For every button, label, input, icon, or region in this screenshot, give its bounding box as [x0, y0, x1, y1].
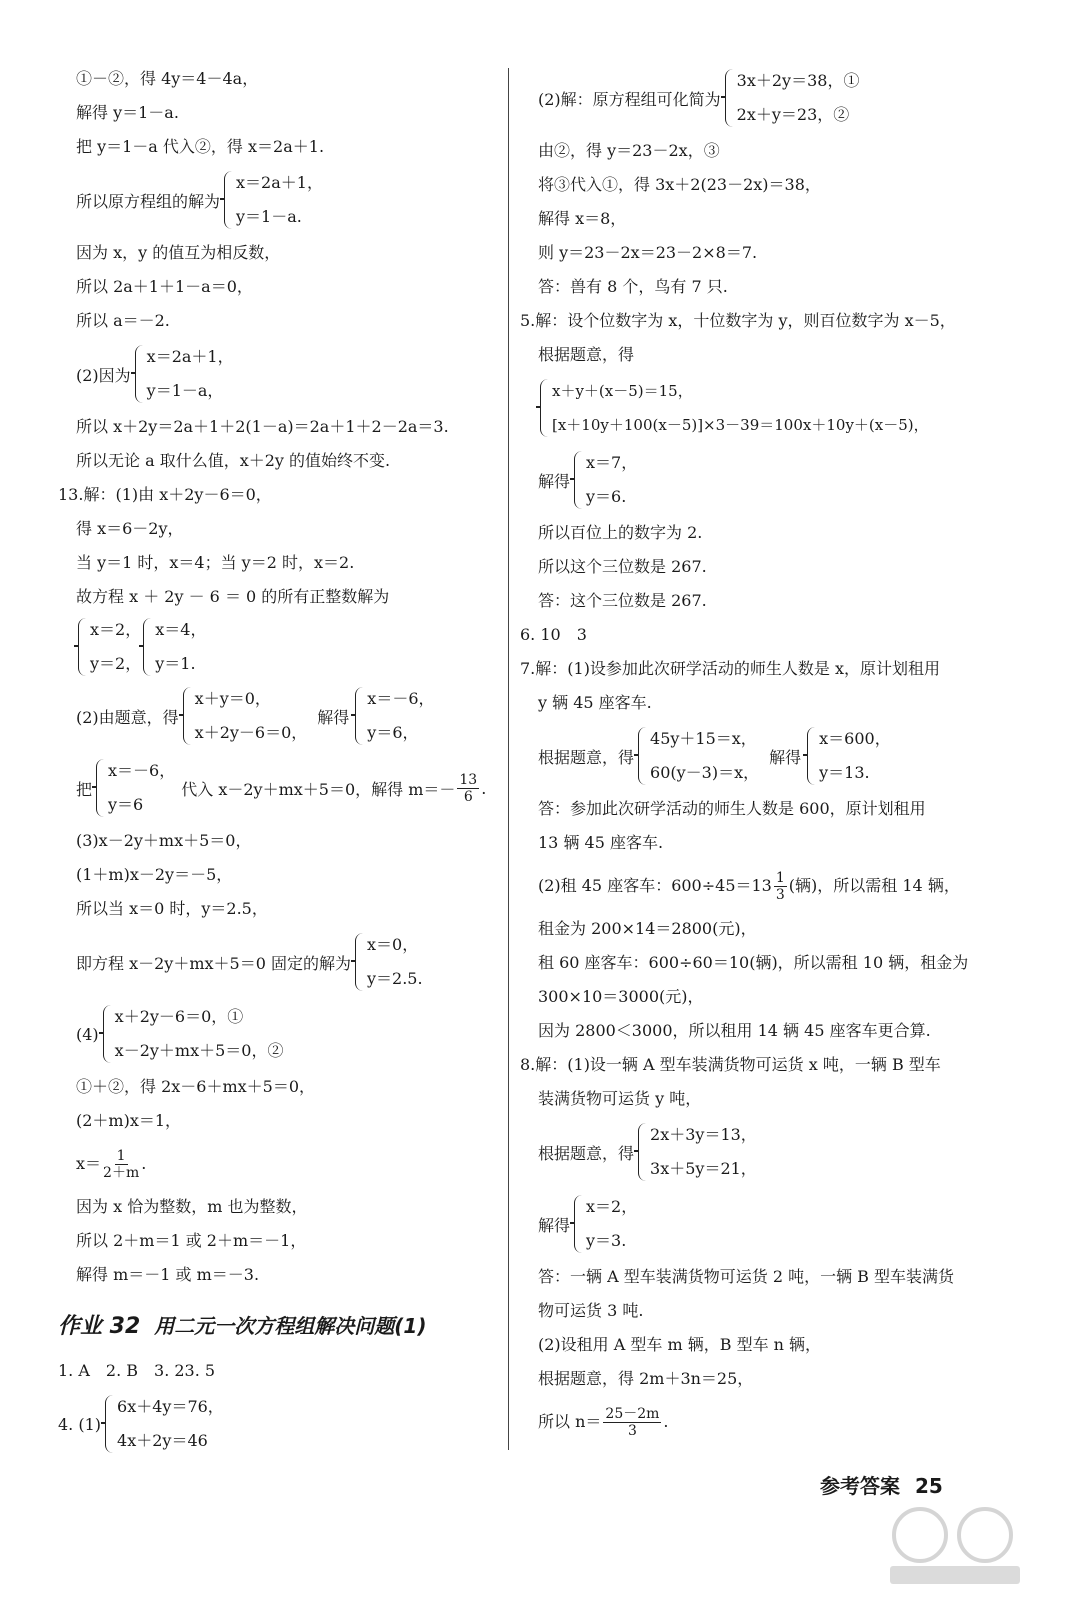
page-footer	[820, 1470, 943, 1499]
text-line: 把 y＝1－a 代入②，得 x＝2a＋1.	[76, 137, 325, 156]
equation-system: 解得 x＝7， y＝6.	[520, 444, 990, 516]
text-line: 故方程 x ＋ 2y － 6 ＝ 0 的所有正整数解为	[76, 587, 390, 606]
equation-system: x＝2， y＝2， x＝4， y＝1.	[58, 614, 498, 680]
question-7-start: 7.解：(1)设参加此次研学活动的师生人数是 x，原计划租用	[520, 659, 941, 678]
text-line: 租金为 200×14＝2800(元)，	[538, 919, 757, 938]
equation-system: 根据题意，得 2x＋3y＝13， 3x＋5y＝21，	[520, 1116, 990, 1188]
watermark-logo-icon	[880, 1500, 1030, 1590]
text-line: (2)设租用 A 型车 m 辆，B 型车 n 辆，	[538, 1335, 822, 1354]
brace-icon	[574, 1195, 583, 1253]
text-line: 因为 2800＜3000，所以租用 14 辆 45 座客车更合算.	[538, 1021, 931, 1040]
equation-system: (4) x＋2y－6＝0，① x－2y＋mx＋5＝0，②	[58, 998, 498, 1070]
brace-icon	[638, 727, 647, 785]
brace-icon	[78, 618, 87, 676]
section-heading: 作业 32 用二元一次方程组解决问题(1)	[58, 1314, 427, 1339]
brace-icon	[355, 687, 364, 745]
column-divider	[508, 68, 509, 1450]
question-5-start: 5.解：设个位数字为 x，十位数字为 y，则百位数字为 x－5，	[520, 311, 956, 330]
brace-icon	[355, 933, 364, 991]
text-line: (3)x－2y＋mx＋5＝0，	[76, 831, 252, 850]
text-line: ①－②，得 4y＝4－4a，	[76, 69, 259, 88]
text-line: 解得 m＝－1 或 m＝－3.	[76, 1265, 260, 1284]
equation-system: x＋y＋(x－5)＝15， [x＋10y＋100(x－5)]×3－39＝100x＋10y＋(x－5)，	[520, 372, 990, 444]
fraction-line: (2)租 45 座客车：600÷45＝13 $\frac{1}{3}$ (辆)，所以需租 14 辆，	[538, 870, 960, 903]
text-line: 答：这个三位数是 267.	[538, 591, 707, 610]
page-number: 25	[914, 1474, 943, 1498]
text-line: 所以当 x＝0 时，y＝2.5，	[76, 899, 268, 918]
text-line: 所以无论 a 取什么值，x＋2y 的值始终不变.	[76, 451, 391, 470]
brace-icon	[135, 345, 144, 403]
left-column	[58, 62, 498, 1460]
equation-system: 即方程 x－2y＋mx＋5＝0 固定的解为 x＝0， y＝2.5.	[58, 926, 498, 998]
fraction-line: 所以 n＝ $\frac{25-2m}{3}$ .	[538, 1406, 669, 1439]
brace-icon	[96, 759, 105, 817]
equation-system: 根据题意，得 45y＋15＝x， 60(y－3)＝x， 解得 x＝600， y＝13.	[520, 720, 990, 792]
footer-label: 参考答案	[820, 1474, 900, 1498]
brace-icon	[638, 1123, 647, 1181]
text-line: 根据题意，得 2m＋3n＝25，	[538, 1369, 754, 1388]
text-line: 得 x＝6－2y，	[76, 519, 184, 538]
fraction: $\frac{1}{3}$	[775, 870, 785, 903]
answers-line: 1. A 2. B 3. 23. 5	[58, 1361, 216, 1380]
equation-system: 解得 x＝2， y＝3.	[520, 1188, 990, 1260]
text-line: 答：一辆 A 型车装满货物可运货 2 吨，一辆 B 型车装满货	[538, 1267, 955, 1286]
brace-icon	[540, 379, 549, 437]
brace-icon	[807, 727, 816, 785]
question-8-start: 8.解：(1)设一辆 A 型车装满货物可运货 x 吨，一辆 B 型车	[520, 1055, 941, 1074]
question-13-start: 13.解：(1)由 x＋2y－6＝0，	[58, 485, 272, 504]
text-line: 根据题意，得	[538, 345, 635, 364]
text-line: 则 y＝23－2x＝23－2×8＝7.	[538, 243, 758, 262]
brace-icon	[105, 1395, 114, 1453]
brace-icon	[224, 171, 233, 229]
text-line: 所以 x＋2y＝2a＋1＋2(1－a)＝2a＋1＋2－2a＝3.	[76, 417, 449, 436]
text-line: 300×10＝3000(元)，	[538, 987, 704, 1006]
equation-system: 把 x＝－6， y＝6 代入 x－2y＋mx＋5＝0，解得 m＝－ $\frac{13}{6}$ .	[58, 752, 498, 824]
text-line: (1＋m)x－2y＝－5，	[76, 865, 233, 884]
text-line: 将③代入①，得 3x＋2(23－2x)＝38，	[538, 175, 821, 194]
fraction: $\frac{1}{2+m}$	[103, 1148, 140, 1181]
equation-system: 4. (1) 6x＋4y＝76， 4x＋2y＝46	[58, 1388, 498, 1460]
text-line: 当 y＝1 时，x＝4；当 y＝2 时，x＝2.	[76, 553, 355, 572]
text-line: 13 辆 45 座客车.	[538, 833, 664, 852]
text-line: 所以 2a＋1＋1－a＝0，	[76, 277, 253, 296]
right-column	[520, 62, 990, 1448]
brace-icon	[725, 69, 734, 127]
fraction: $\frac{13}{6}$	[459, 771, 478, 805]
brace-icon	[143, 618, 152, 676]
text-line: y 辆 45 座客车.	[538, 693, 652, 712]
brace-icon	[103, 1005, 112, 1063]
text-line: 答：参加此次研学活动的师生人数是 600，原计划租用	[538, 799, 926, 818]
fraction-line: x＝ $\frac{1}{2+m}$ .	[76, 1148, 147, 1181]
brace-icon	[183, 687, 192, 745]
fraction: $\frac{25-2m}{3}$	[605, 1406, 660, 1439]
equation-system: (2)因为 x＝2a＋1， y＝1－a，	[58, 338, 498, 410]
equation-system: 所以原方程组的解为 x＝2a＋1， y＝1－a.	[58, 164, 498, 236]
text-line: 答：兽有 8 个，鸟有 7 只.	[538, 277, 728, 296]
text-line: ①＋②，得 2x－6＋mx＋5＝0，	[76, 1077, 316, 1096]
text-line: 因为 x 恰为整数，m 也为整数，	[76, 1197, 308, 1216]
text-line: 解得 x＝8，	[538, 209, 627, 228]
text-line: 所以 a＝－2.	[76, 311, 170, 330]
text-line: 物可运货 3 吨.	[538, 1301, 644, 1320]
equation-system: (2)解：原方程组可化简为 3x＋2y＝38，① 2x＋y＝23，②	[520, 62, 990, 134]
text-line: 租 60 座客车：600÷60＝10(辆)，所以需租 10 辆，租金为	[538, 953, 969, 972]
text-line: 所以 2＋m＝1 或 2＋m＝－1，	[76, 1231, 307, 1250]
text-line: 因为 x，y 的值互为相反数，	[76, 243, 281, 262]
text-line: 装满货物可运货 y 吨，	[538, 1089, 702, 1108]
equation-system: (2)由题意，得 x＋y＝0， x＋2y－6＝0， 解得 x＝－6， y＝6，	[58, 680, 498, 752]
text-line: 由②，得 y＝23－2x，③	[538, 141, 720, 160]
brace-icon	[574, 451, 583, 509]
text-line: 解得 y＝1－a.	[76, 103, 179, 122]
text-line: 所以这个三位数是 267.	[538, 557, 707, 576]
answers-line: 6. 10 3	[520, 625, 587, 644]
text-line: (2＋m)x＝1，	[76, 1111, 182, 1130]
text-line: 所以百位上的数字为 2.	[538, 523, 703, 542]
